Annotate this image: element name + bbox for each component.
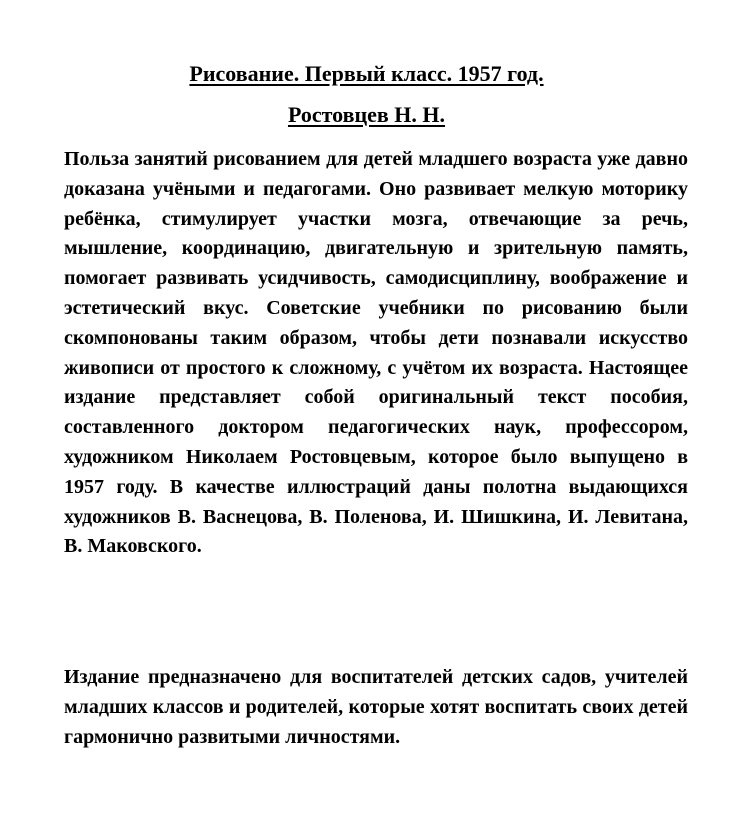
paragraph-description: Польза занятий рисованием для детей младшего возраста уже давно доказана учёными и педагогами. Оно развивает мелкую моторику ребёнка, стимулирует участки мозга, отвечающие за речь, мышление, координацию, двигательную и зрительную память, помогает развивать усидчивость, самодисциплину, воображение и эстетический вкус. Советские учебники по рисованию были скомпонованы таким образом, чтобы дети познавали искусство живописи от простого к сложному, с учётом их возраста. Настоящее издание представляет собой оригинальный текст пособия, составленного доктором педагогических наук, профессором, художником Николаем Ростовцевым, которое было выпущено в 1957 году. В качестве иллюстраций даны полотна выдающихся художников В. Васнецова, В. Поленова, И. Шишкина, И. Левитана, В. Маковского. — [64, 148, 688, 558]
paragraph-audience: Издание предназначено для воспитателей детских садов, учителей младших классов и родителей, которые хотят воспитать своих детей гармонично развитыми личностями. — [64, 666, 688, 748]
document-author: Ростовцев Н. Н. — [287, 102, 446, 127]
document-title: Рисование. Первый класс. 1957 год. — [189, 61, 544, 86]
